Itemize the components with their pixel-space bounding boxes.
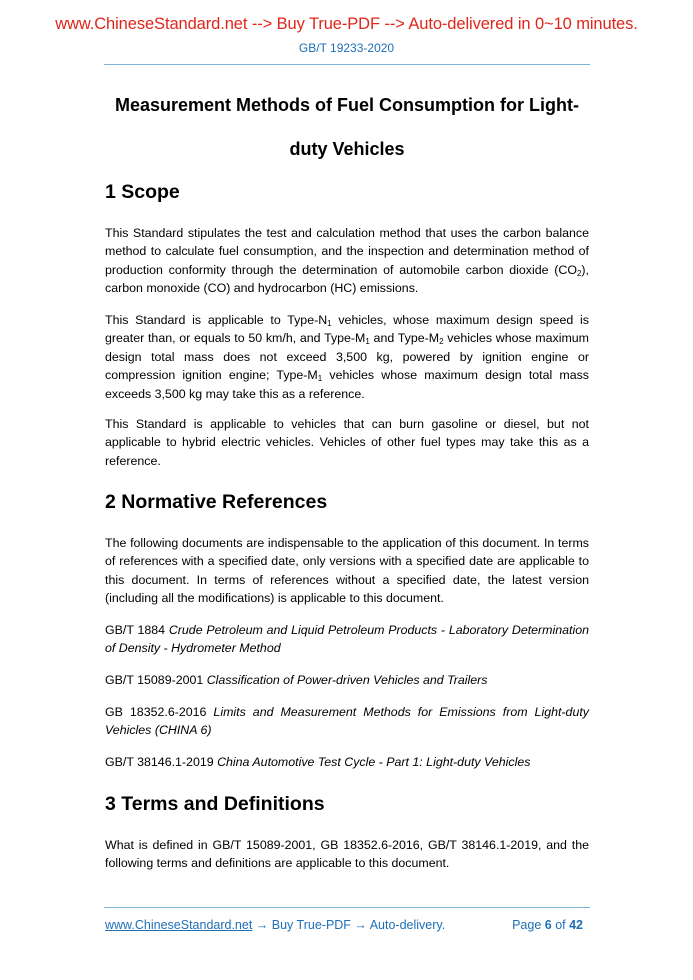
footer-tagline: → Buy True-PDF → Auto-delivery. xyxy=(252,918,446,932)
reference-item: GB 18352.6-2016 Limits and Measurement Methods for Emissions from Light-duty Vehicles (CHINA 6) xyxy=(105,705,589,738)
page-number: 6 xyxy=(544,918,552,932)
title-line-1: Measurement Methods of Fuel Consumption for Light- xyxy=(115,95,579,115)
document-title xyxy=(105,83,589,171)
reference-item: GB/T 38146.1-2019 China Automotive Test Cycle - Part 1: Light-duty Vehicles xyxy=(105,755,531,769)
scope-paragraph-3: This Standard is applicable to vehicles that can burn gasoline or diesel, but not applicable to hybrid electric vehicles. Vehicles of other fuel types may take this as a reference. xyxy=(105,417,589,468)
references-intro: The following documents are indispensable to the application of this document. In terms of references with a specified date, only versions with a specified date are applicable to this document. In terms of references without a specified date, the latest version (including all the modifications) is applicable to this document. xyxy=(105,536,589,606)
terms-paragraph: What is defined in GB/T 15089-2001, GB 18352.6-2016, GB/T 38146.1-2019, and the following terms and definitions are applicable to this document. xyxy=(105,838,589,871)
header-divider xyxy=(104,64,590,65)
page-footer xyxy=(105,918,589,932)
standard-number: GB/T 19233-2020 xyxy=(298,41,395,55)
section-heading-normative-references: 2 Normative References xyxy=(105,491,328,513)
reference-item: GB/T 15089-2001 Classification of Power-driven Vehicles and Trailers xyxy=(105,673,488,687)
page-total: 42 xyxy=(569,918,583,932)
section-heading-terms-definitions: 3 Terms and Definitions xyxy=(105,793,325,815)
page-indicator: Page 6 of 42 xyxy=(512,918,583,932)
reference-item: GB/T 1884 Crude Petroleum and Liquid Petroleum Products - Laboratory Determination of Density - Hydrometer Method xyxy=(105,623,589,656)
section-heading-scope: 1 Scope xyxy=(105,181,180,203)
footer-divider xyxy=(104,907,590,908)
footer-website-link[interactable]: www.ChineseStandard.net xyxy=(105,918,253,932)
scope-paragraph-2: This Standard is applicable to Type-$N_1$ vehicles, whose maximum design speed is greater than, or equals to 50 km/h, and Type-$M_1$ and Type-$M_2$ vehicles whose maximum design total mass does not exceed 3,500 kg, powered by ignition engine or compression ignition engine; Type-$M_1$ vehicles whose maximum design total mass exceeds 3,500 kg may take this as a reference. xyxy=(105,313,590,401)
scope-paragraph-1: This Standard stipulates the test and calculation method that uses the carbon balance method to calculate fuel consumption, and the inspection and determination method of production conformity through the determination of automobile carbon dioxide $(CO_2)$, carbon monoxide (CO) and hydrocarbon (HC) emissions. xyxy=(105,226,589,296)
promo-banner[interactable]: www.ChineseStandard.net --> Buy True-PDF --> Auto-delivered in 0~10 minutes. xyxy=(55,15,638,33)
title-line-2: duty Vehicles xyxy=(289,139,405,159)
